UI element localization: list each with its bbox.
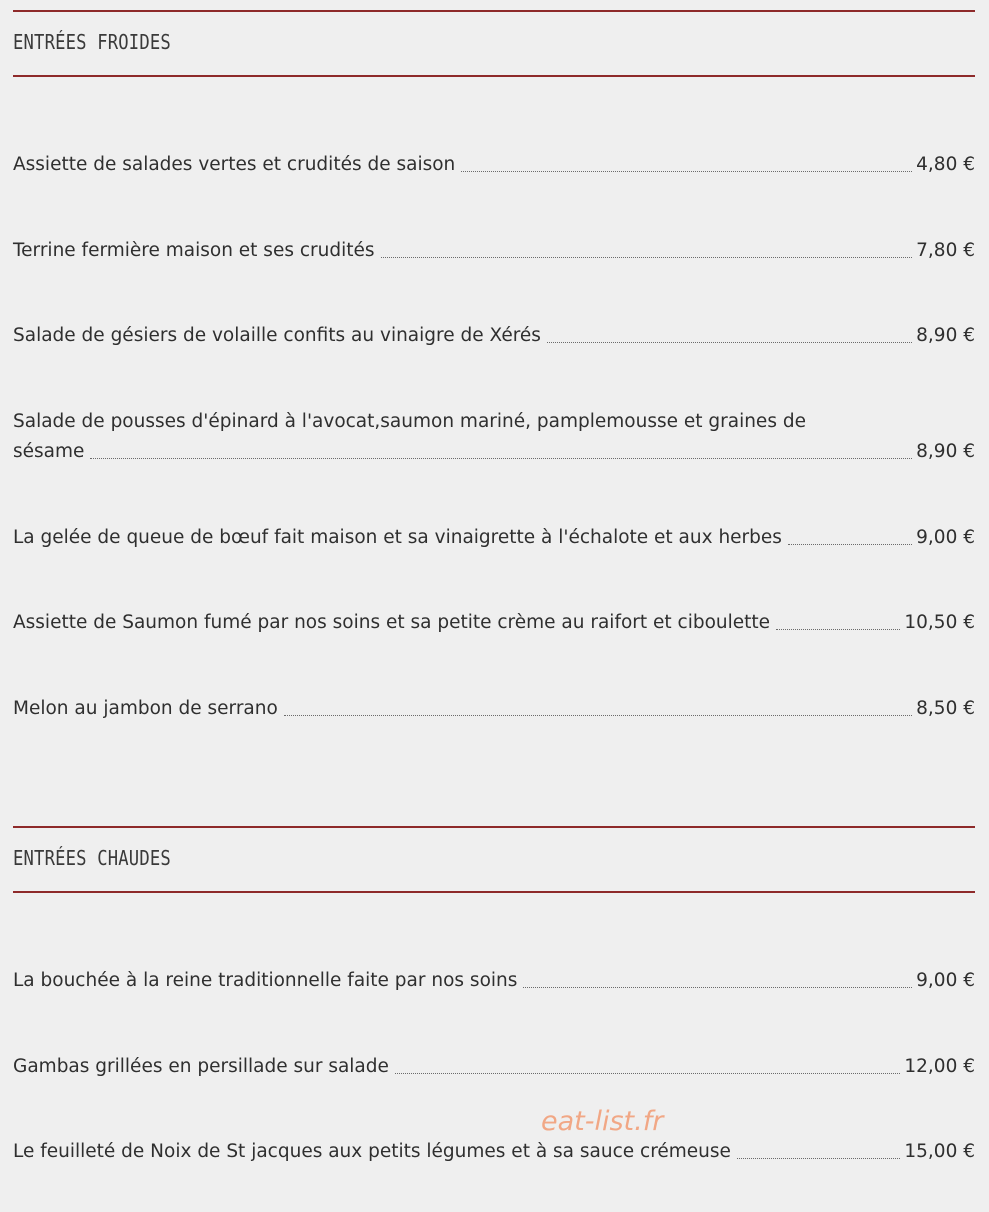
menu-item xyxy=(13,321,975,351)
item-name: La gelée de queue de bœuf fait maison et sa vinaigrette à l'échalote et aux herbes xyxy=(13,527,782,548)
dot-leader xyxy=(395,1072,900,1074)
menu-item xyxy=(13,523,975,553)
menu-item xyxy=(13,236,975,266)
menu-item xyxy=(13,608,975,638)
menu-item xyxy=(13,407,975,467)
dot-leader xyxy=(461,170,912,172)
dot-leader xyxy=(776,628,900,630)
item-price: 4,80 € xyxy=(916,154,975,175)
dot-leader xyxy=(381,256,913,258)
section-title-entrees-chaudes: ENTRÉES CHAUDES xyxy=(13,846,171,870)
section-bottom-rule xyxy=(13,75,975,77)
item-price: 9,00 € xyxy=(916,970,975,991)
menu-item xyxy=(13,150,975,180)
item-price: 8,90 € xyxy=(916,441,975,462)
menu-item xyxy=(13,966,975,996)
item-name: Assiette de salades vertes et crudités de saison xyxy=(13,154,456,175)
section-bottom-rule xyxy=(13,891,975,893)
dot-leader xyxy=(284,714,912,716)
item-price: 8,50 € xyxy=(916,698,975,719)
item-name: sésame xyxy=(13,441,85,462)
watermark-text: eat-list.fr xyxy=(541,1106,664,1137)
section-top-rule xyxy=(13,826,975,828)
section-top-rule xyxy=(13,10,975,12)
item-name: Terrine fermière maison et ses crudités xyxy=(13,240,375,261)
item-name: Salade de gésiers de volaille confits au vinaigre de Xérés xyxy=(13,325,541,346)
item-price: 7,80 € xyxy=(916,240,975,261)
dot-leader xyxy=(547,341,912,343)
menu-item xyxy=(13,1137,975,1167)
item-name: Gambas grillées en persillade sur salade xyxy=(13,1056,389,1077)
dot-leader xyxy=(788,543,912,545)
menu-item xyxy=(13,694,975,724)
item-price: 8,90 € xyxy=(916,325,975,346)
dot-leader xyxy=(523,986,912,988)
item-name: La bouchée à la reine traditionnelle faite par nos soins xyxy=(13,970,518,991)
item-name: Melon au jambon de serrano xyxy=(13,698,278,719)
item-price: 15,00 € xyxy=(904,1141,975,1162)
section-title-entrees-froides: ENTRÉES FROIDES xyxy=(13,30,171,54)
dot-leader xyxy=(90,457,912,459)
item-name-line: Salade de pousses d'épinard à l'avocat,saumon mariné, pamplemousse et graines de xyxy=(13,411,806,432)
item-name: Le feuilleté de Noix de St jacques aux petits légumes et à sa sauce crémeuse xyxy=(13,1141,731,1162)
item-name: Assiette de Saumon fumé par nos soins et sa petite crème au raifort et ciboulette xyxy=(13,612,771,633)
item-price: 12,00 € xyxy=(904,1056,975,1077)
menu-item xyxy=(13,1052,975,1082)
item-price: 9,00 € xyxy=(916,527,975,548)
dot-leader xyxy=(737,1157,900,1159)
item-price: 10,50 € xyxy=(904,612,975,633)
